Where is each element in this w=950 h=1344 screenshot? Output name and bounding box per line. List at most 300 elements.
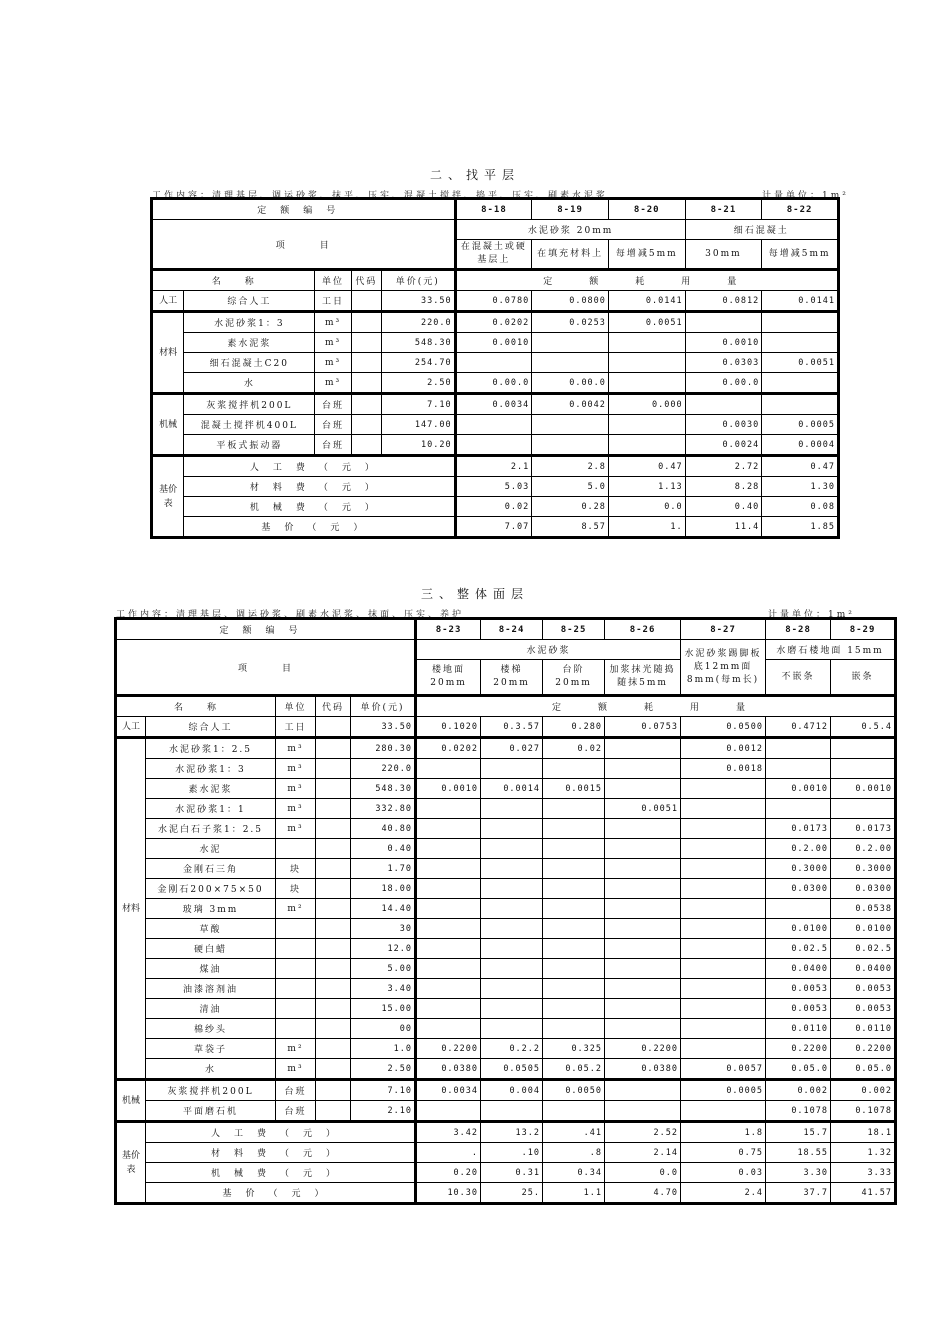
summary-label: 人工费（元） xyxy=(146,1122,416,1143)
summary-value: 0.28 xyxy=(532,497,609,517)
consumption-value xyxy=(481,999,543,1019)
summary-value: .41 xyxy=(543,1122,605,1143)
col-name-header: 名 称 xyxy=(152,270,315,291)
table-row xyxy=(116,939,896,959)
resource-name: 平板式振动器 xyxy=(184,435,315,456)
consumption-value xyxy=(481,899,543,919)
resource-unit: m³ xyxy=(315,312,351,333)
sub-header: 每增减5mm xyxy=(762,240,839,270)
resource-code xyxy=(316,759,351,779)
summary-value: 5.0 xyxy=(532,477,609,497)
quota-code: 8-24 xyxy=(481,619,543,640)
price-summary-row xyxy=(152,497,839,517)
summary-value: 8.57 xyxy=(532,517,609,538)
resource-price: 18.00 xyxy=(351,879,416,899)
category-label: 机械 xyxy=(152,394,184,456)
sub-header: 加浆抹光随捣随抹5mm xyxy=(605,660,681,696)
resource-code xyxy=(316,959,351,979)
summary-value: 2.52 xyxy=(605,1122,681,1143)
consumption-value: 0.3.57 xyxy=(481,717,543,738)
sub-header: 在填充材料上 xyxy=(532,240,609,270)
resource-code xyxy=(316,1019,351,1039)
consumption-value xyxy=(762,312,839,333)
summary-value: 3.33 xyxy=(831,1163,896,1183)
resource-unit: 台班 xyxy=(315,415,351,435)
summary-value: 2.8 xyxy=(532,456,609,477)
table-row xyxy=(116,979,896,999)
consumption-value: 0.0753 xyxy=(605,717,681,738)
resource-unit: 台班 xyxy=(276,1101,316,1122)
consumption-value xyxy=(543,879,605,899)
summary-value: 1.1 xyxy=(543,1183,605,1204)
consumption-value xyxy=(416,959,481,979)
group-cement-mortar: 水泥砂浆 20mm xyxy=(455,220,685,240)
consumption-value xyxy=(681,979,766,999)
consumption-value: 0.0050 xyxy=(543,1080,605,1101)
resource-code xyxy=(316,979,351,999)
consumption-value: 0.0051 xyxy=(605,799,681,819)
summary-value: 1.13 xyxy=(608,477,685,497)
consumption-value: 0.0202 xyxy=(416,738,481,759)
consumption-value xyxy=(455,353,532,373)
sub-header: 楼梯20mm xyxy=(481,660,543,696)
resource-unit: 块 xyxy=(276,879,316,899)
resource-code xyxy=(351,291,381,312)
group-fine-concrete: 细石混凝土 xyxy=(685,220,838,240)
skirting-header: 水泥砂浆踢脚板底12mm面8mm(每m长) xyxy=(681,640,766,696)
summary-value: . xyxy=(416,1143,481,1163)
consumption-value xyxy=(681,939,766,959)
consumption-value: 0.0780 xyxy=(455,291,532,312)
consumption-value: 0.0057 xyxy=(681,1059,766,1080)
summary-value: 15.7 xyxy=(766,1122,831,1143)
resource-name: 水泥砂浆1：3 xyxy=(184,312,315,333)
price-summary-row xyxy=(116,1163,896,1183)
consumption-value: 0.0380 xyxy=(416,1059,481,1080)
consumption-header: 定 额 耗 用 量 xyxy=(416,696,896,717)
consumption-value: 0.0024 xyxy=(685,435,762,456)
consumption-value xyxy=(605,959,681,979)
table-row xyxy=(116,1101,896,1122)
resource-unit: 台班 xyxy=(276,1080,316,1101)
resource-price: 3.40 xyxy=(351,979,416,999)
summary-value: 18.55 xyxy=(766,1143,831,1163)
consumption-value: 0.0100 xyxy=(831,919,896,939)
consumption-value: 0.0505 xyxy=(481,1059,543,1080)
group-cement-mortar: 水泥砂浆 xyxy=(416,640,681,660)
consumption-value: 0.0400 xyxy=(766,959,831,979)
resource-unit: 台班 xyxy=(315,394,351,415)
col-unit-header: 单位 xyxy=(315,270,351,291)
consumption-value: 0.0812 xyxy=(685,291,762,312)
resource-name: 水 xyxy=(146,1059,276,1080)
resource-price: 147.00 xyxy=(381,415,455,435)
table-row xyxy=(116,1039,896,1059)
resource-price: 7.10 xyxy=(381,394,455,415)
category-label: 基价表 xyxy=(152,456,184,538)
consumption-value xyxy=(416,859,481,879)
sub-header: 台阶20mm xyxy=(543,660,605,696)
consumption-value xyxy=(605,979,681,999)
resource-name: 金刚石200×75×50 xyxy=(146,879,276,899)
col-name-header: 名 称 xyxy=(116,696,276,717)
summary-value: 0.40 xyxy=(685,497,762,517)
consumption-value: 0.4712 xyxy=(766,717,831,738)
sub-header: 不嵌条 xyxy=(766,660,831,696)
resource-name: 水泥白石子浆1：2.5 xyxy=(146,819,276,839)
item-label: 项 目 xyxy=(152,220,456,270)
consumption-value xyxy=(532,435,609,456)
consumption-value: 0.002 xyxy=(766,1080,831,1101)
consumption-value: 0.1078 xyxy=(766,1101,831,1122)
consumption-value xyxy=(481,759,543,779)
resource-price: 332.80 xyxy=(351,799,416,819)
consumption-value xyxy=(681,819,766,839)
table-row xyxy=(116,1080,896,1101)
resource-name: 灰浆搅拌机200L xyxy=(146,1080,276,1101)
category-label: 人工 xyxy=(152,291,184,312)
consumption-value: 0.0202 xyxy=(455,312,532,333)
resource-unit xyxy=(276,959,316,979)
resource-name: 玻璃 3mm xyxy=(146,899,276,919)
consumption-header: 定 额 耗 用 量 xyxy=(455,270,838,291)
consumption-value xyxy=(766,738,831,759)
resource-code xyxy=(316,899,351,919)
consumption-value xyxy=(605,999,681,1019)
consumption-value: 0.0253 xyxy=(532,312,609,333)
summary-value: 0.47 xyxy=(762,456,839,477)
consumption-value: 0.0300 xyxy=(831,879,896,899)
consumption-value xyxy=(766,799,831,819)
consumption-value xyxy=(608,435,685,456)
price-summary-row xyxy=(116,1183,896,1204)
consumption-value xyxy=(605,859,681,879)
consumption-value xyxy=(681,1039,766,1059)
summary-value: 0.47 xyxy=(608,456,685,477)
resource-unit xyxy=(276,999,316,1019)
quota-code: 8-23 xyxy=(416,619,481,640)
resource-price: 14.40 xyxy=(351,899,416,919)
section2-work-content: 工作内容：清理基层、调运砂浆、刷素水泥浆、抹面、压实、养护 xyxy=(116,610,465,620)
section1-title: 二、找平层 xyxy=(429,168,520,182)
price-summary-row xyxy=(152,517,839,538)
resource-price: 1.70 xyxy=(351,859,416,879)
consumption-value: 0.2.00 xyxy=(766,839,831,859)
resource-unit: 工日 xyxy=(276,717,316,738)
consumption-value xyxy=(681,959,766,979)
summary-value: 0.0 xyxy=(605,1163,681,1183)
summary-value: 5.03 xyxy=(455,477,532,497)
consumption-value: 0.1078 xyxy=(831,1101,896,1122)
consumption-value xyxy=(766,899,831,919)
quota-code: 8-20 xyxy=(608,199,685,220)
consumption-value xyxy=(543,959,605,979)
price-summary-row xyxy=(152,456,839,477)
summary-value: 0.20 xyxy=(416,1163,481,1183)
consumption-value: 0.0010 xyxy=(455,333,532,353)
consumption-value: 0.2200 xyxy=(831,1039,896,1059)
consumption-value xyxy=(681,799,766,819)
resource-name: 水泥砂浆1：1 xyxy=(146,799,276,819)
summary-value: 0.02 xyxy=(455,497,532,517)
consumption-value xyxy=(605,879,681,899)
sub-header: 楼地面20mm xyxy=(416,660,481,696)
summary-value: 41.57 xyxy=(831,1183,896,1204)
summary-value: 0.34 xyxy=(543,1163,605,1183)
consumption-value: 0.000 xyxy=(608,394,685,415)
consumption-value xyxy=(685,312,762,333)
resource-price: 548.30 xyxy=(351,779,416,799)
consumption-value xyxy=(416,819,481,839)
resource-name: 清油 xyxy=(146,999,276,1019)
consumption-value: 0.0300 xyxy=(766,879,831,899)
consumption-value xyxy=(543,859,605,879)
summary-value: 0.03 xyxy=(681,1163,766,1183)
consumption-value xyxy=(481,959,543,979)
consumption-value: 0.2200 xyxy=(766,1039,831,1059)
consumption-value xyxy=(681,999,766,1019)
consumption-value xyxy=(416,759,481,779)
consumption-value: 0.002 xyxy=(831,1080,896,1101)
resource-price: 2.50 xyxy=(351,1059,416,1080)
summary-value: 11.4 xyxy=(685,517,762,538)
col-code-header: 代码 xyxy=(351,270,381,291)
consumption-value: 0.0034 xyxy=(455,394,532,415)
consumption-value: 0.0053 xyxy=(831,979,896,999)
consumption-value xyxy=(481,799,543,819)
consumption-value: 0.0051 xyxy=(608,312,685,333)
consumption-value: 0.0014 xyxy=(481,779,543,799)
consumption-value: 0.2200 xyxy=(605,1039,681,1059)
table-row xyxy=(152,394,839,415)
consumption-value: 0.0010 xyxy=(416,779,481,799)
resource-code xyxy=(316,919,351,939)
resource-code xyxy=(316,859,351,879)
summary-value: 2.1 xyxy=(455,456,532,477)
resource-unit xyxy=(276,839,316,859)
resource-name: 平面磨石机 xyxy=(146,1101,276,1122)
summary-value: 2.72 xyxy=(685,456,762,477)
consumption-value: 0.0015 xyxy=(543,779,605,799)
consumption-value: 0.0173 xyxy=(766,819,831,839)
consumption-value xyxy=(605,899,681,919)
consumption-value xyxy=(455,415,532,435)
resource-unit xyxy=(276,1019,316,1039)
resource-code xyxy=(351,333,381,353)
consumption-value xyxy=(681,879,766,899)
consumption-value: 0.0053 xyxy=(766,999,831,1019)
resource-name: 草袋子 xyxy=(146,1039,276,1059)
resource-code xyxy=(316,1039,351,1059)
consumption-value xyxy=(681,899,766,919)
code-label: 定额编号 xyxy=(152,199,456,220)
summary-value: 8.28 xyxy=(685,477,762,497)
summary-value: 0.75 xyxy=(681,1143,766,1163)
consumption-value: 0.004 xyxy=(481,1080,543,1101)
summary-value: 1.8 xyxy=(681,1122,766,1143)
consumption-value: 0.02.5 xyxy=(766,939,831,959)
consumption-value xyxy=(762,394,839,415)
resource-code xyxy=(351,435,381,456)
consumption-value xyxy=(605,1080,681,1101)
resource-name: 灰浆搅拌机200L xyxy=(184,394,315,415)
category-label: 基价表 xyxy=(116,1122,146,1204)
resource-code xyxy=(351,394,381,415)
summary-value: 1.85 xyxy=(762,517,839,538)
resource-code xyxy=(316,879,351,899)
table-row xyxy=(152,333,839,353)
resource-code xyxy=(351,312,381,333)
item-label: 项 目 xyxy=(116,640,416,696)
table-row xyxy=(116,919,896,939)
quota-code: 8-22 xyxy=(762,199,839,220)
table-row xyxy=(116,779,896,799)
consumption-value: 0.0110 xyxy=(766,1019,831,1039)
consumption-value: 0.0018 xyxy=(681,759,766,779)
summary-value: 7.07 xyxy=(455,517,532,538)
consumption-value xyxy=(543,759,605,779)
summary-value: 0.31 xyxy=(481,1163,543,1183)
consumption-value xyxy=(681,839,766,859)
resource-code xyxy=(351,353,381,373)
resource-code xyxy=(316,999,351,1019)
table-row xyxy=(116,738,896,759)
consumption-value xyxy=(543,839,605,859)
consumption-value: 0.2.00 xyxy=(831,839,896,859)
consumption-value xyxy=(416,899,481,919)
consumption-value xyxy=(681,1101,766,1122)
sub-header: 每增减5mm xyxy=(608,240,685,270)
summary-value: .8 xyxy=(543,1143,605,1163)
consumption-value xyxy=(532,333,609,353)
resource-price: 30 xyxy=(351,919,416,939)
code-label: 定额编号 xyxy=(116,619,416,640)
summary-value: 3.30 xyxy=(766,1163,831,1183)
consumption-value xyxy=(681,1019,766,1039)
summary-value: 0.08 xyxy=(762,497,839,517)
resource-name: 水 xyxy=(184,373,315,394)
resource-name: 素水泥浆 xyxy=(184,333,315,353)
resource-price: 5.00 xyxy=(351,959,416,979)
consumption-value: 0.2.2 xyxy=(481,1039,543,1059)
resource-price: 280.30 xyxy=(351,738,416,759)
resource-code xyxy=(316,738,351,759)
summary-value: 18.1 xyxy=(831,1122,896,1143)
quota-code: 8-27 xyxy=(681,619,766,640)
price-summary-row xyxy=(116,1143,896,1163)
resource-name: 草酸 xyxy=(146,919,276,939)
section2-title: 三、整体面层 xyxy=(420,587,529,601)
table-row xyxy=(116,899,896,919)
consumption-value xyxy=(681,859,766,879)
consumption-value: 0.0012 xyxy=(681,738,766,759)
consumption-value: 0.0303 xyxy=(685,353,762,373)
consumption-value xyxy=(416,799,481,819)
summary-value: .10 xyxy=(481,1143,543,1163)
resource-name: 水泥 xyxy=(146,839,276,859)
consumption-value xyxy=(605,839,681,859)
resource-code xyxy=(316,1101,351,1122)
consumption-value: 0.0538 xyxy=(831,899,896,919)
consumption-value: 0.00.0 xyxy=(532,373,609,394)
resource-unit: m³ xyxy=(276,779,316,799)
resource-unit: m³ xyxy=(315,373,351,394)
table-row xyxy=(152,435,839,456)
resource-unit xyxy=(276,919,316,939)
consumption-value: 0.280 xyxy=(543,717,605,738)
consumption-value xyxy=(685,394,762,415)
resource-price: 00 xyxy=(351,1019,416,1039)
consumption-value xyxy=(481,819,543,839)
resource-unit: m³ xyxy=(276,799,316,819)
quota-code: 8-18 xyxy=(455,199,532,220)
consumption-value xyxy=(608,415,685,435)
consumption-value xyxy=(416,1019,481,1039)
consumption-value xyxy=(681,779,766,799)
consumption-value xyxy=(532,415,609,435)
consumption-value xyxy=(543,1101,605,1122)
consumption-value xyxy=(416,879,481,899)
table-row xyxy=(152,373,839,394)
resource-unit xyxy=(276,939,316,959)
consumption-value: 0.0034 xyxy=(416,1080,481,1101)
resource-code xyxy=(316,819,351,839)
consumption-value xyxy=(455,435,532,456)
consumption-value xyxy=(481,979,543,999)
consumption-value: 0.0380 xyxy=(605,1059,681,1080)
table-row xyxy=(116,717,896,738)
resource-code xyxy=(351,415,381,435)
consumption-value xyxy=(543,919,605,939)
consumption-value xyxy=(481,879,543,899)
table-row xyxy=(152,415,839,435)
resource-price: 12.0 xyxy=(351,939,416,959)
summary-value: 37.7 xyxy=(766,1183,831,1204)
resource-code xyxy=(316,779,351,799)
summary-label: 机械费（元） xyxy=(184,497,455,517)
consumption-value: 0.0051 xyxy=(762,353,839,373)
resource-name: 素水泥浆 xyxy=(146,779,276,799)
section1-work-content: 工作内容：清理基层、调运砂浆、抹平、压实、混凝土搅拌、捣平、压实、刷素水泥浆 xyxy=(152,191,609,201)
resource-price: 220.0 xyxy=(351,759,416,779)
consumption-value: 0.0100 xyxy=(766,919,831,939)
consumption-value xyxy=(416,839,481,859)
consumption-value: 0.05.2 xyxy=(543,1059,605,1080)
resource-price: 254.70 xyxy=(381,353,455,373)
resource-name: 金刚石三角 xyxy=(146,859,276,879)
resource-unit xyxy=(276,979,316,999)
consumption-value xyxy=(416,999,481,1019)
resource-code xyxy=(316,939,351,959)
table-row xyxy=(116,859,896,879)
consumption-value: 0.02.5 xyxy=(831,939,896,959)
summary-label: 基价（元） xyxy=(184,517,455,538)
resource-price: 2.10 xyxy=(351,1101,416,1122)
category-label: 材料 xyxy=(116,738,146,1080)
consumption-value: 0.2200 xyxy=(416,1039,481,1059)
consumption-value xyxy=(605,759,681,779)
consumption-value xyxy=(831,799,896,819)
category-label: 材料 xyxy=(152,312,184,394)
consumption-value xyxy=(605,939,681,959)
consumption-value: 0.0141 xyxy=(608,291,685,312)
table-row xyxy=(116,879,896,899)
consumption-value xyxy=(605,779,681,799)
resource-price: 33.50 xyxy=(351,717,416,738)
resource-unit: m² xyxy=(276,899,316,919)
consumption-value xyxy=(831,759,896,779)
summary-value: 25. xyxy=(481,1183,543,1204)
